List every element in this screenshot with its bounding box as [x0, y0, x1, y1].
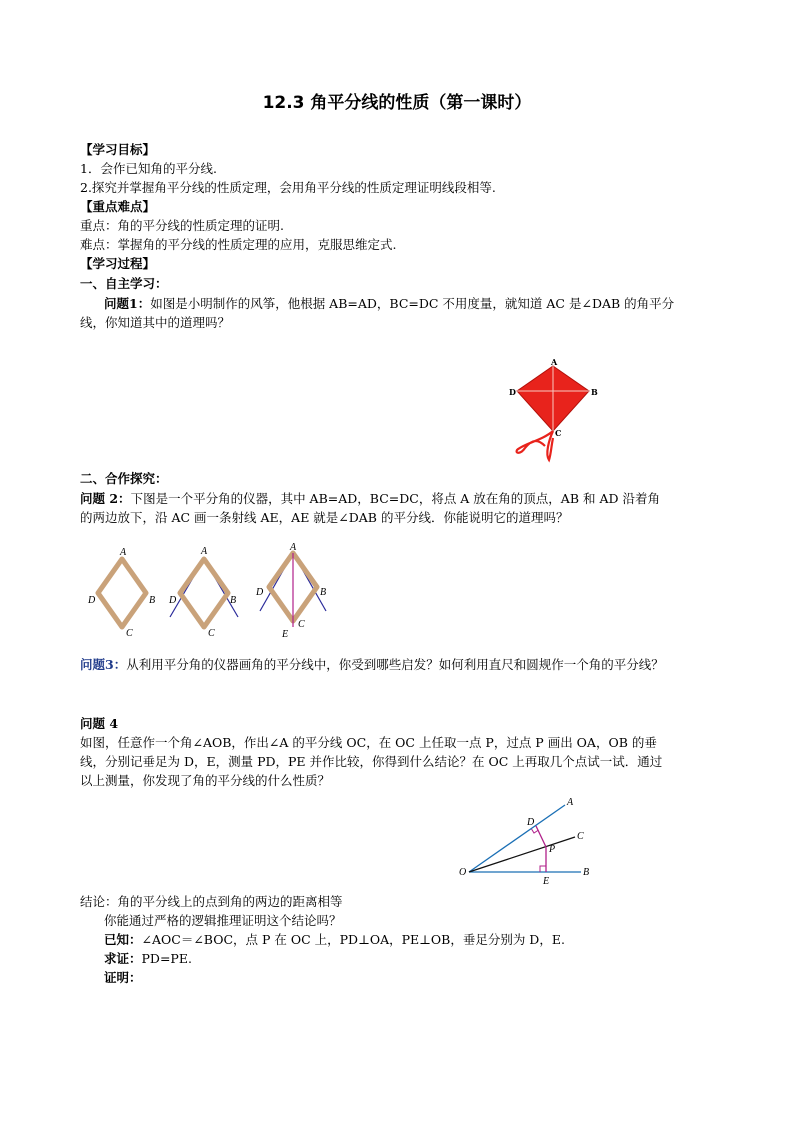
to-prove-label: 求证： — [104, 951, 142, 966]
question-2-text: 下图是一个平分角的仪器，其中 AB=AD，BC=DC，将点 A 放在角的顶点，AB 和 AD 沿着角 — [130, 491, 660, 506]
to-prove-text: PD=PE. — [141, 951, 192, 966]
prove-question: 你能通过严格的逻辑推理证明这个结论吗？ — [104, 913, 342, 928]
kite-figure — [505, 358, 605, 466]
kite-label-c: C — [555, 428, 562, 438]
kite-tail — [517, 431, 553, 460]
angle-label-b: B — [583, 867, 590, 878]
tool-3-label-c: C — [298, 619, 305, 630]
section-1-heading: 一、自主学习： — [80, 276, 168, 291]
kite-label-b: B — [591, 387, 598, 397]
angle-label-o: O — [459, 867, 467, 878]
tool-2-label-b: B — [230, 595, 237, 606]
kite-label-d: D — [509, 387, 516, 397]
tool-3 — [255, 542, 326, 640]
angle-label-a: A — [567, 797, 574, 808]
question-4-line-2: 线，分别记垂足为 D，E，测量 PD，PE 并作比较，你得到什么结论？在 OC 上再取几个点试一试．通过 — [80, 754, 663, 769]
tool-2 — [168, 546, 238, 639]
question-1-label: 问题1： — [104, 296, 151, 311]
tool-2-label-d: D — [169, 595, 177, 606]
question-1 — [104, 296, 674, 312]
key-points-heading: 【重点难点】 — [80, 199, 156, 214]
angle-label-e: E — [543, 876, 550, 887]
question-2 — [80, 491, 660, 507]
tool-3-label-b: B — [320, 587, 327, 598]
tool-2-frame — [180, 559, 228, 627]
ray-oc — [469, 837, 575, 872]
bisector-tool-figures — [88, 542, 328, 640]
tool-1-label-b: B — [149, 595, 156, 606]
right-angle-e — [540, 866, 546, 872]
given-label: 已知： — [104, 932, 142, 947]
question-3-text: 从利用平分角的仪器画角的平分线中，你受到哪些启发？如何利用直尺和圆规作一个角的平分线？ — [126, 657, 664, 672]
objective-1: 1．会作已知角的平分线. — [80, 161, 217, 176]
question-3 — [80, 657, 664, 673]
tool-1-label-a: A — [120, 547, 127, 558]
tool-2-label-c: C — [208, 628, 215, 639]
kite-label-a: A — [551, 357, 558, 367]
given-text: ∠AOC＝∠BOC，点 P 在 OC 上，PD⊥OA，PE⊥OB，垂足分别为 D，E. — [141, 932, 565, 947]
tool-1-frame — [98, 559, 146, 627]
ray-oa — [469, 805, 565, 872]
section-2-heading: 二、合作探究： — [80, 471, 168, 486]
segment-pd — [536, 826, 546, 847]
tool-3-label-a: A — [290, 542, 297, 553]
angle-label-c: C — [577, 831, 584, 842]
conclusion: 结论：角的平分线上的点到角的两边的距离相等 — [80, 894, 343, 909]
question-1-text: 如图是小明制作的风筝，他根据 AB=AD，BC=DC 不用度量，就知道 AC 是∠DAB 的角平分 — [150, 296, 675, 311]
question-4-label: 问题 4 — [80, 716, 119, 731]
question-1-text-cont: 线，你知道其中的道理吗？ — [80, 315, 231, 330]
tool-1-label-c: C — [126, 628, 133, 639]
process-heading: 【学习过程】 — [80, 256, 156, 271]
page-title: 12.3 角平分线的性质（第一课时） — [262, 93, 532, 113]
proof-label: 证明： — [104, 970, 142, 985]
tool-1-label-d: D — [88, 595, 96, 606]
angle-bisector-figure — [455, 795, 605, 887]
question-4-line-1: 如图，任意作一个角∠AOB，作出∠A 的平分线 OC，在 OC 上任取一点 P，过点 P 画出 OA，OB 的垂 — [80, 735, 657, 750]
given — [104, 932, 565, 948]
angle-label-p: P — [549, 844, 556, 855]
tool-1 — [87, 547, 155, 639]
question-3-label: 问题3： — [80, 657, 127, 672]
question-2-label: 问题 2： — [80, 491, 131, 506]
angle-label-d: D — [527, 817, 535, 828]
question-4-line-3: 以上测量，你发现了角的平分线的什么性质？ — [80, 773, 331, 788]
tool-2-label-a: A — [201, 546, 208, 557]
tool-3-label-e: E — [282, 629, 289, 640]
to-prove — [104, 951, 192, 967]
key-point: 重点：角的平分线的性质定理的证明. — [80, 218, 284, 233]
tool-3-label-d: D — [256, 587, 264, 598]
objectives-heading: 【学习目标】 — [80, 142, 156, 157]
objective-2: 2.探究并掌握角平分线的性质定理，会用角平分线的性质定理证明线段相等. — [80, 180, 496, 195]
difficulty: 难点：掌握角的平分线的性质定理的应用，克服思维定式. — [80, 237, 397, 252]
question-2-text-cont: 的两边放下，沿 AC 画一条射线 AE，AE 就是∠DAB 的平分线．你能说明它的道理吗？ — [80, 510, 569, 525]
